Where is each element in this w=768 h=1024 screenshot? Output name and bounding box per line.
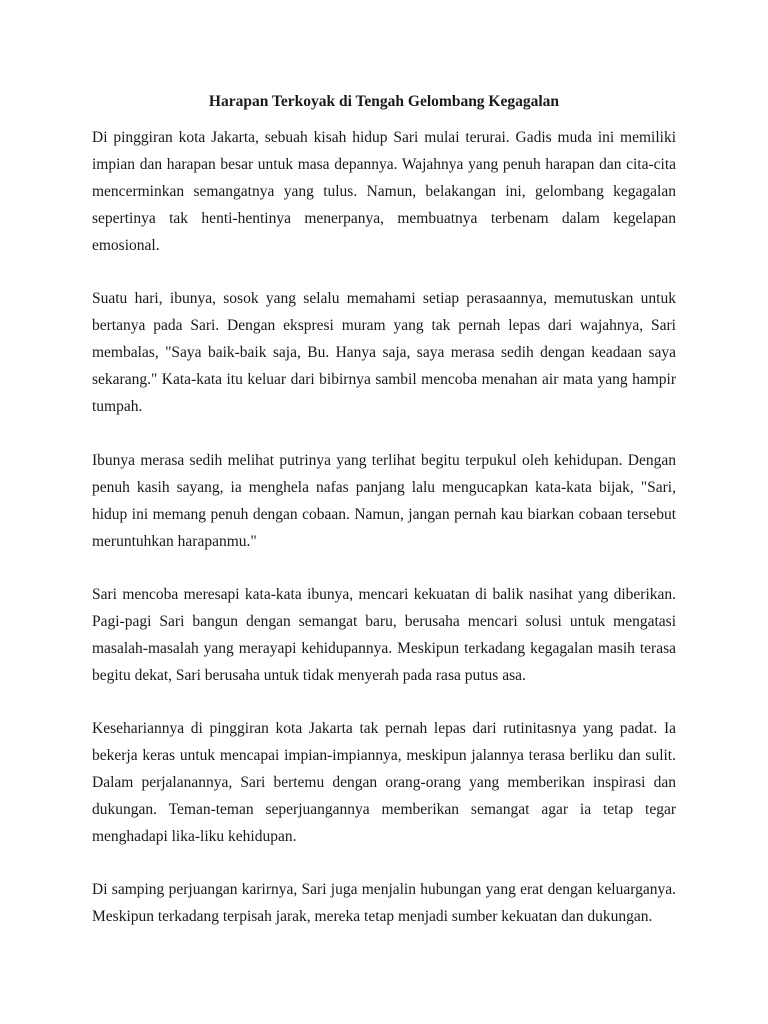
paragraph-1: Di pinggiran kota Jakarta, sebuah kisah hidup Sari mulai terurai. Gadis muda ini memiliki impian dan harapan besar untuk masa depannya. Wajahnya yang penuh harapan dan cita-cita mencerminkan semangatnya yang tulus. Namun, belakangan ini, gelombang kegagalan sepertinya tak henti-hentinya menerpanya, membuatnya terbenam dalam kegelapan emosional.	[92, 129, 676, 254]
paragraph-5: Kesehariannya di pinggiran kota Jakarta tak pernah lepas dari rutinitasnya yang padat. Ia bekerja keras untuk mencapai impian-impiannya, meskipun jalannya terasa berliku dan sulit. Dalam perjalanannya, Sari bertemu dengan orang-orang yang memberikan inspirasi dan dukungan. Teman-teman seperjuangannya memberikan semangat agar ia tetap tegar menghadapi lika-liku kehidupan.	[92, 720, 676, 845]
document-title: Harapan Terkoyak di Tengah Gelombang Kegagalan	[208, 93, 560, 110]
paragraph-4: Sari mencoba meresapi kata-kata ibunya, mencari kekuatan di balik nasihat yang diberikan. Pagi-pagi Sari bangun dengan semangat baru, berusaha mencari solusi untuk mengatasi masalah-masalah yang merayapi kehidupannya. Meskipun terkadang kegagalan masih terasa begitu dekat, Sari berusaha untuk tidak menyerah pada rasa putus asa.	[92, 586, 676, 684]
paragraph-2: Suatu hari, ibunya, sosok yang selalu memahami setiap perasaannya, memutuskan untuk bertanya pada Sari. Dengan ekspresi muram yang tak pernah lepas dari wajahnya, Sari membalas, "Saya baik-baik saja, Bu. Hanya saja, saya merasa sedih dengan keadaan saya sekarang." Kata-kata itu keluar dari bibirnya sambil mencoba menahan air mata yang hampir tumpah.	[92, 290, 676, 415]
paragraph-3: Ibunya merasa sedih melihat putrinya yang terlihat begitu terpukul oleh kehidupan. Dengan penuh kasih sayang, ia menghela nafas panjang lalu mengucapkan kata-kata bijak, "Sari, hidup ini memang penuh dengan cobaan. Namun, jangan pernah kau biarkan cobaan tersebut meruntuhkan harapanmu."	[92, 452, 676, 550]
paragraph-6: Di samping perjuangan karirnya, Sari juga menjalin hubungan yang erat dengan keluarganya. Meskipun terkadang terpisah jarak, mereka tetap menjadi sumber kekuatan dan dukungan.	[92, 881, 676, 925]
